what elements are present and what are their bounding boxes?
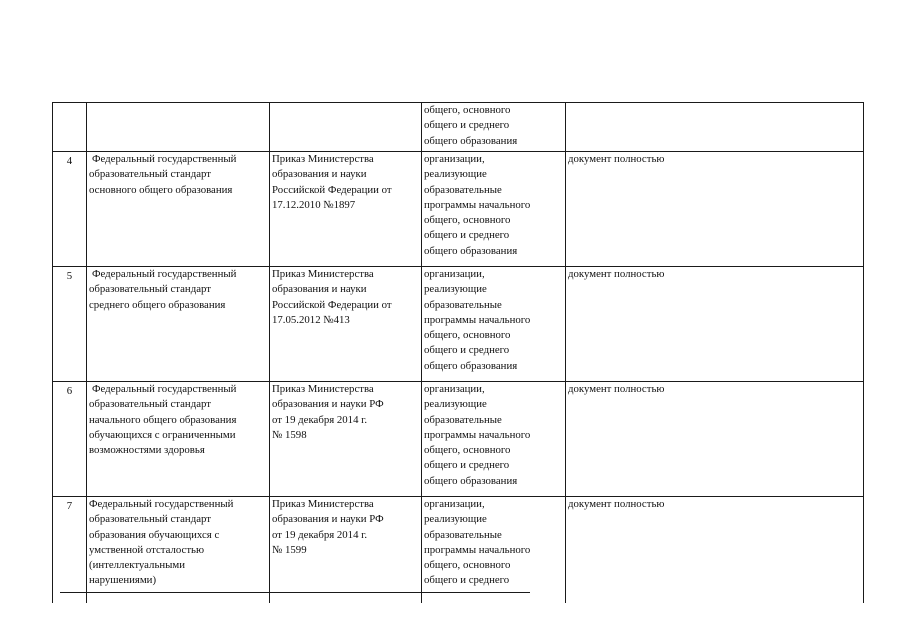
standard-cell: Федеральный государственный образовательный стандарт среднего общего образования <box>87 267 270 382</box>
table-row <box>53 382 864 497</box>
order-cell: Приказ Министерства образования и науки РФ от 19 декабря 2014 г. № 1599 <box>270 497 422 604</box>
note-cell: документ полностью <box>566 152 864 267</box>
standard-cell: Федеральный государственный образовательный стандарт начального общего образования обучающихся с ограниченными возможностями здоровья <box>87 382 270 497</box>
scope-cell: организации, реализующие образовательные программы начального общего, основного общего и среднего общего образования <box>422 152 566 267</box>
note-cell <box>566 103 864 152</box>
row-number-cell: 5 <box>53 267 87 382</box>
order-cell: Приказ Министерства образования и науки Российской Федерации от 17.12.2010 №1897 <box>270 152 422 267</box>
scope-cell: организации, реализующие образовательные программы начального общего, основного общего и среднего <box>422 497 566 604</box>
row-number-cell: 6 <box>53 382 87 497</box>
row-number-cell: 7 <box>53 497 87 604</box>
table-row <box>53 152 864 267</box>
order-cell: Приказ Министерства образования и науки РФ от 19 декабря 2014 г. № 1598 <box>270 382 422 497</box>
scope-cell: организации, реализующие образовательные программы начального общего, основного общего и среднего общего образования <box>422 382 566 497</box>
note-cell: документ полностью <box>566 382 864 497</box>
scope-cell: организации, реализующие образовательные программы начального общего, основного общего и среднего общего образования <box>422 267 566 382</box>
order-cell <box>270 103 422 152</box>
table-row <box>53 497 864 604</box>
standard-cell: Федеральный государственный образовательный стандарт образования обучающихся с умственной отсталостью (интеллектуальными нарушениями) <box>87 497 270 604</box>
standard-cell: Федеральный государственный образовательный стандарт основного общего образования <box>87 152 270 267</box>
row-number-cell <box>53 103 87 152</box>
table-row <box>53 103 864 152</box>
page-bottom-rule <box>60 592 530 593</box>
scope-cell: общего, основного общего и среднего общего образования <box>422 103 566 152</box>
note-cell: документ полностью <box>566 497 864 604</box>
order-cell: Приказ Министерства образования и науки Российской Федерации от 17.05.2012 №413 <box>270 267 422 382</box>
row-number-cell: 4 <box>53 152 87 267</box>
standard-cell <box>87 103 270 152</box>
note-cell: документ полностью <box>566 267 864 382</box>
standards-table <box>52 102 864 603</box>
table-row <box>53 267 864 382</box>
